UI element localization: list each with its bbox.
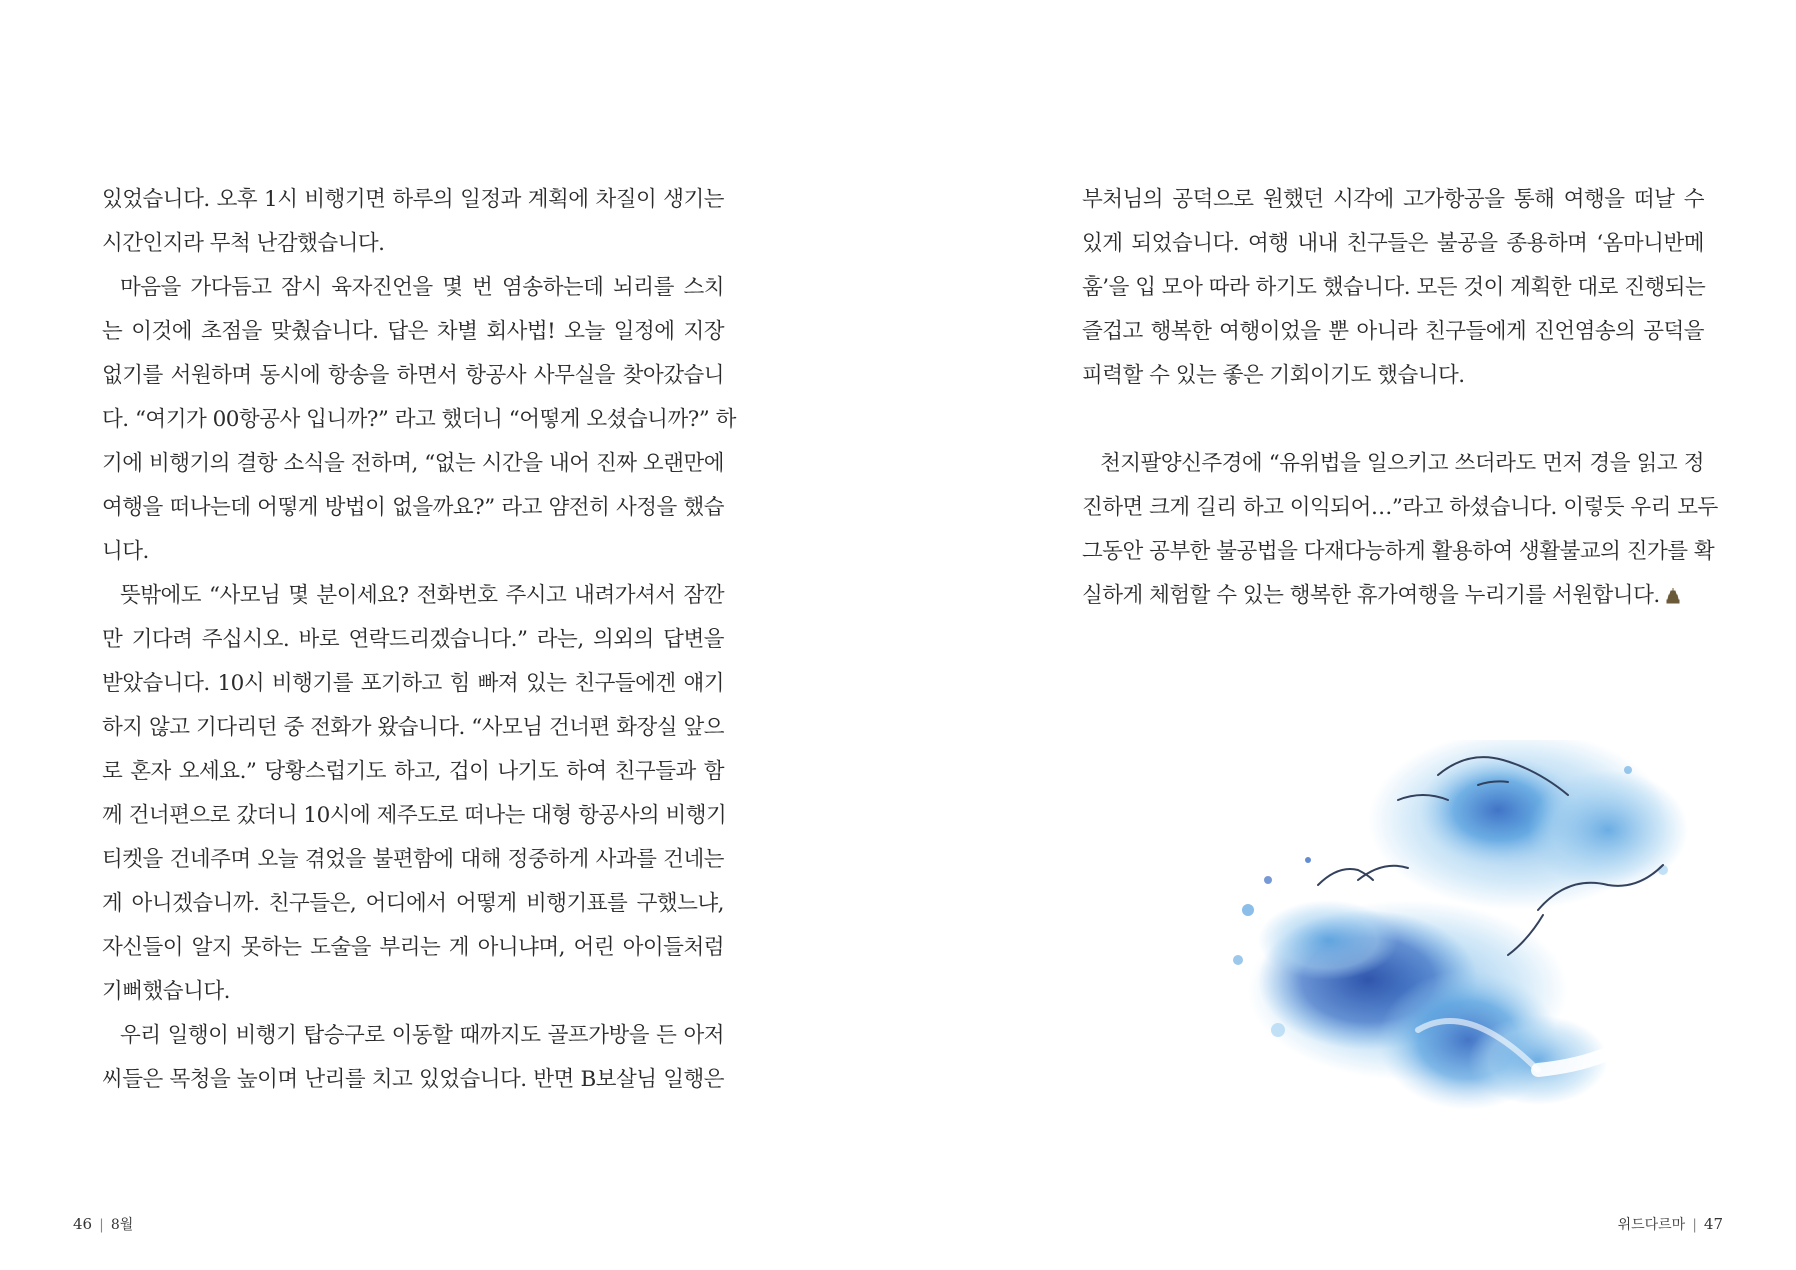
page-number-left: 46 [73, 1215, 93, 1233]
text-line-content: 진하면 크게 길리 하고 이익되어…”라고 하셨습니다. 이렇듯 우리 모두 [1082, 495, 1718, 520]
text-line [102, 310, 724, 354]
pagoda-end-mark-icon [1666, 587, 1680, 605]
text-line-content: 있게 되었습니다. 여행 내내 친구들은 불공을 종용하며 ‘옴마니반메 [1082, 231, 1704, 256]
text-line [102, 618, 724, 662]
text-line-content: 피력할 수 있는 좋은 기회이기도 했습니다. [1082, 363, 1465, 388]
left-body-text [102, 178, 736, 1102]
text-line [1082, 442, 1704, 486]
right-page-footer [1618, 1214, 1723, 1234]
text-line [102, 266, 724, 310]
section-label: 8월 [110, 1217, 134, 1233]
text-line [102, 970, 724, 1014]
text-line-content: 없기를 서원하며 동시에 항송을 하면서 항공사 사무실을 찾아갔습니 [102, 363, 724, 388]
text-line [1082, 354, 1704, 398]
text-line [1082, 530, 1715, 574]
text-line [102, 398, 736, 442]
text-line-content: 자신들이 알지 못하는 도술을 부리는 게 아니냐며, 어린 아이들처럼 [102, 935, 724, 960]
text-line [1082, 574, 1704, 618]
left-page-footer [73, 1214, 133, 1234]
text-line [1082, 486, 1718, 530]
text-line [102, 178, 724, 222]
watercolor-seagulls-illustration [1208, 740, 1688, 1160]
text-line [102, 442, 724, 486]
text-line-content: 천지팔양신주경에 “유위법을 일으키고 쓰더라도 먼저 경을 읽고 정 [1100, 451, 1704, 476]
text-line [102, 750, 724, 794]
text-line-content: 뜻밖에도 “사모님 몇 분이세요? 전화번호 주시고 내려가셔서 잠깐 [120, 583, 724, 608]
text-line-content: 씨들은 목청을 높이며 난리를 치고 있었습니다. 반면 B보살님 일행은 [102, 1067, 724, 1092]
text-line-content: 여행을 떠나는데 어떻게 방법이 없을까요?” 라고 얌전히 사정을 했습 [102, 495, 724, 520]
text-line-content: 부처님의 공덕으로 원했던 시각에 고가항공을 통해 여행을 떠날 수 [1082, 187, 1704, 212]
text-line [1082, 310, 1704, 354]
text-line [102, 706, 724, 750]
paragraph-gap [1082, 398, 1704, 442]
text-line [1082, 178, 1704, 222]
text-line [1082, 266, 1704, 310]
text-line [1082, 222, 1704, 266]
text-line-content: 훔’을 입 모아 따라 하기도 했습니다. 모든 것이 계획한 대로 진행되는 [1082, 275, 1706, 300]
text-line [102, 1014, 724, 1058]
text-line [102, 882, 724, 926]
text-line [102, 838, 724, 882]
text-line-content: 티켓을 건네주며 오늘 겪었을 불편함에 대해 정중하게 사과를 건네는 [102, 847, 724, 872]
text-line-content: 게 아니겠습니까. 친구들은, 어디에서 어떻게 비행기표를 구했느냐, [102, 891, 724, 916]
text-line [102, 662, 724, 706]
text-line [102, 794, 727, 838]
text-line-content: 기뻐했습니다. [102, 979, 230, 1004]
magazine-name: 위드다르마 [1617, 1217, 1686, 1233]
text-line [102, 354, 724, 398]
text-line-content: 있었습니다. 오후 1시 비행기면 하루의 일정과 계획에 차질이 생기는 [102, 187, 724, 212]
text-line [102, 1058, 724, 1102]
text-line-content: 께 건너편으로 갔더니 10시에 제주도로 떠나는 대형 항공사의 비행기 [102, 803, 727, 828]
text-line [102, 222, 724, 266]
text-line-content: 받았습니다. 10시 비행기를 포기하고 힘 빠져 있는 친구들에겐 얘기 [102, 671, 724, 696]
text-line-content: 마음을 가다듬고 잠시 육자진언을 몇 번 염송하는데 뇌리를 스치 [120, 275, 724, 300]
text-line-content: 는 이것에 초점을 맞췄습니다. 답은 차별 회사법! 오늘 일정에 지장 [102, 319, 724, 344]
text-line [102, 574, 724, 618]
text-line-content: 하지 않고 기다리던 중 전화가 왔습니다. “사모님 건너편 화장실 앞으 [102, 715, 724, 740]
footer-divider: | [1692, 1217, 1697, 1233]
text-line [102, 530, 724, 574]
text-line-content: 다. “여기가 00항공사 입니까?” 라고 했더니 “어떻게 오셨습니까?” 하 [102, 407, 736, 432]
text-line-content: 니다. [102, 539, 149, 564]
text-line-content: 만 기다려 주십시오. 바로 연락드리겠습니다.” 라는, 의외의 답변을 [102, 627, 724, 652]
text-line [102, 486, 724, 530]
page-number-right: 47 [1703, 1215, 1723, 1233]
text-line-content: 시간인지라 무척 난감했습니다. [102, 231, 385, 256]
right-page [898, 0, 1796, 1270]
text-line-content: 실하게 체험할 수 있는 행복한 휴가여행을 누리기를 서원합니다. [1082, 583, 1660, 608]
text-line-content: 그동안 공부한 불공법을 다재다능하게 활용하여 생활불교의 진가를 확 [1082, 539, 1715, 564]
text-line-content: 즐겁고 행복한 여행이었을 뿐 아니라 친구들에게 진언염송의 공덕을 [1082, 319, 1704, 344]
text-line-content: 로 혼자 오세요.” 당황스럽기도 하고, 겁이 나기도 하여 친구들과 함 [102, 759, 724, 784]
text-line-content: 우리 일행이 비행기 탑승구로 이동할 때까지도 골프가방을 든 아저 [120, 1023, 724, 1048]
right-body-text [1082, 178, 1718, 618]
footer-divider: | [99, 1217, 104, 1233]
text-line-content: 기에 비행기의 결항 소식을 전하며, “없는 시간을 내어 진짜 오랜만에 [102, 451, 724, 476]
text-line [102, 926, 724, 970]
